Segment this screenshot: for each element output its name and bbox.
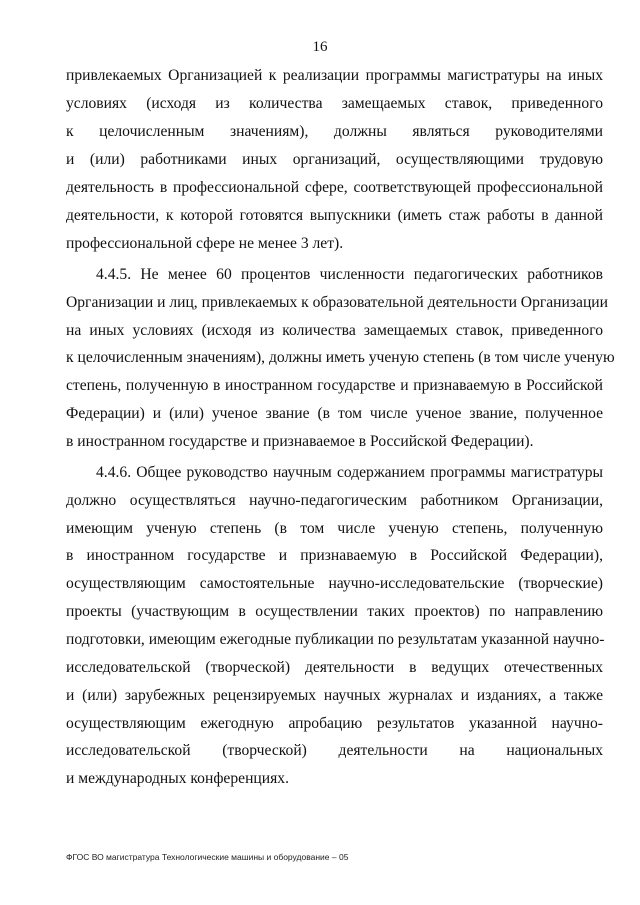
text-line: исследовательской (творческой) деятельности на национальных <box>66 742 603 759</box>
text-line: исследовательской (творческой) деятельности в ведущих отечественных <box>66 659 603 676</box>
text-line: осуществляющим ежегодную апробацию результатов указанной научно- <box>66 715 603 732</box>
text-line: должно осуществляться научно-педагогическим работником Организации, <box>66 492 603 509</box>
text-line: подготовки, имеющим ежегодные публикации по результатам указанной научно- <box>66 631 605 648</box>
text-line: профессиональной сфере не менее 3 лет). <box>66 235 344 252</box>
text-line: Федерации) и (или) ученое звание (в том числе ученое звание, полученное <box>66 405 603 422</box>
text-line: к целочисленным значениям), должны иметь ученую степень (в том числе ученую <box>66 349 615 366</box>
paragraph-heading-4-4-6: 4.4.6. Общее руководство научным содержанием программы магистратуры <box>96 464 603 481</box>
page-number: 16 <box>312 39 328 55</box>
text-line: Организации и лиц, привлекаемых к образовательной деятельности Организации <box>66 294 608 311</box>
text-line: привлекаемых Организацией к реализации программы магистратуры на иных <box>66 67 603 84</box>
text-line: условиях (исходя из количества замещаемых ставок, приведенного <box>66 95 603 112</box>
text-line: на иных условиях (исходя из количества замещаемых ставок, приведенного <box>66 322 603 339</box>
text-line: деятельность в профессиональной сфере, соответствующей профессиональной <box>66 179 603 196</box>
paragraph-heading-4-4-5: 4.4.5. Не менее 60 процентов численности педагогических работников <box>96 266 603 283</box>
text-line: к целочисленным значениям), должны являться руководителями <box>66 123 603 140</box>
text-line: проекты (участвующим в осуществлении таких проектов) по направлению <box>66 603 603 620</box>
text-line: и (или) зарубежных рецензируемых научных журналах и изданиях, а также <box>66 687 603 704</box>
text-line: деятельности, к которой готовятся выпускники (иметь стаж работы в данной <box>66 207 603 224</box>
text-line: осуществляющим самостоятельные научно-исследовательские (творческие) <box>66 575 603 592</box>
text-line: в иностранном государстве и признаваемое в Российской Федерации). <box>66 433 534 450</box>
text-line: имеющим ученую степень (в том числе ученую степень, полученную <box>66 520 603 537</box>
text-line: в иностранном государстве и признаваемую в Российской Федерации), <box>66 547 603 564</box>
footer-standard-reference: ФГОС ВО магистратура Технологические машины и оборудование – 05 <box>66 852 349 862</box>
text-line: степень, полученную в иностранном государстве и признаваемую в Российской <box>66 377 603 394</box>
text-line: и (или) работниками иных организаций, осуществляющими трудовую <box>66 151 603 168</box>
text-line: и международных конференциях. <box>66 770 289 787</box>
